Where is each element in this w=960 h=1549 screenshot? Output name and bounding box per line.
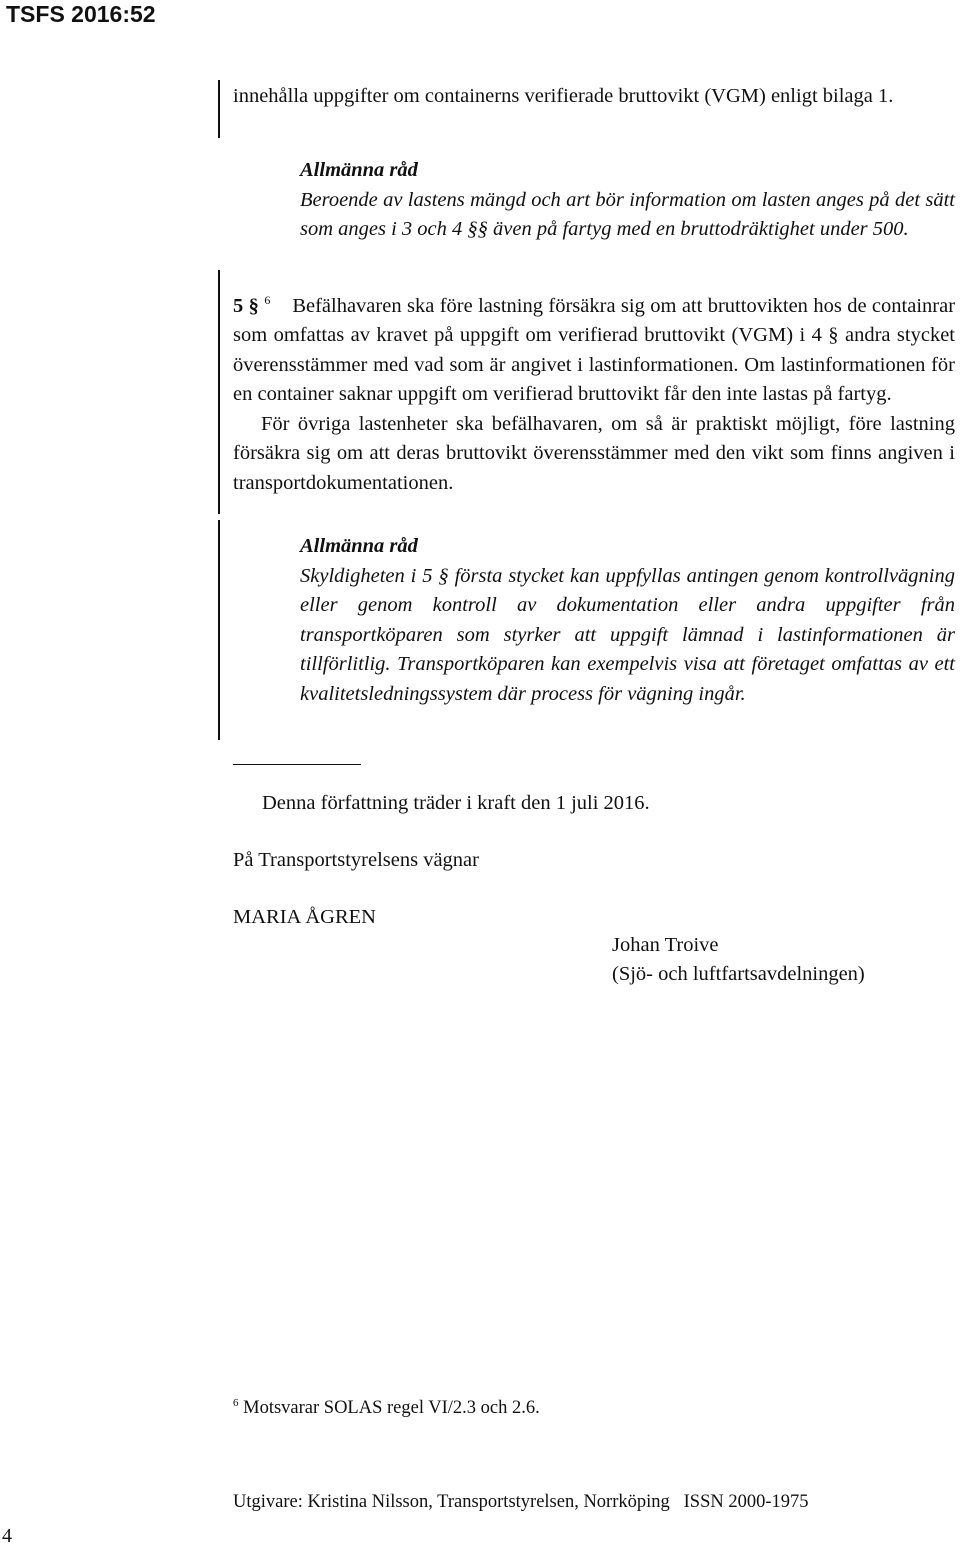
signer-2-name: Johan Troive [612, 934, 719, 956]
on-behalf-line: På Transportstyrelsens vägnar [233, 849, 479, 871]
advice-text: Skyldigheten i 5 § första stycket kan uppfyllas antingen genom kontrollvägning eller genom kontroll av dokumentation eller andra uppgifter från transportköparen som styrker att uppgift lämnad i lastinformationen är tillförlitlig. Transportköparen kan exempelvis visa att företaget omfattas av ett kvalitetsledningssystem där process för vägning ingår. [300, 564, 955, 705]
change-bar [218, 520, 220, 740]
general-advice-2 [300, 532, 955, 709]
advice-heading: Allmänna råd [300, 535, 418, 557]
footnote [233, 1391, 540, 1420]
general-advice-1 [300, 156, 955, 245]
change-bar [218, 270, 220, 514]
advice-text: Beroende av lastens mängd och art bör information om lasten anges på det sätt som anges i 3 och 4 §§ även på fartyg med en bruttodräktighet under 500. [300, 188, 955, 240]
document-id-header: TSFS 2016:52 [6, 1, 156, 27]
entry-into-force: Denna författning träder i kraft den 1 juli 2016. [262, 792, 650, 814]
signer-1: MARIA ÅGREN [233, 906, 376, 928]
section-text: Befälhavaren ska före lastning försäkra sig om att bruttovikten hos de containrar som omfattas av kravet på uppgift om verifierad bruttovikt (VGM) i 4 § andra stycket överensstämmer med vad som är angivet i lastinformationen. Om lastinformationen för en container saknar uppgift om verifierad bruttovikt får den inte lastas på fartyg. [233, 294, 956, 406]
section-5-paragraph-1 [233, 286, 955, 410]
section-5-paragraph-2: För övriga lastenheter ska befälhavaren, om så är praktiskt möjligt, före lastning försäkra sig om att deras bruttovikt överensstämmer med den vikt som finns angiven i transportdokumentationen. [233, 412, 955, 494]
signer-2-department: (Sjö- och luftfartsavdelningen) [612, 963, 865, 985]
publisher-line: Utgivare: Kristina Nilsson, Transportstyrelsen, Norrköping ISSN 2000-1975 [233, 1492, 809, 1512]
section-5 [233, 286, 955, 498]
change-bar [218, 80, 220, 138]
advice-heading: Allmänna råd [300, 159, 418, 181]
footnote-reference: 6 [264, 293, 271, 307]
footnote-text: Motsvarar SOLAS regel VI/2.3 och 2.6. [243, 1398, 540, 1419]
continued-paragraph: innehålla uppgifter om containerns verifierade bruttovikt (VGM) enligt bilaga 1. [233, 85, 894, 107]
section-number: 5 § $^6$ [233, 293, 271, 317]
footnote-number: 6 [233, 1397, 239, 1409]
page-number: 4 [2, 1525, 12, 1547]
section-end-rule [233, 764, 361, 765]
